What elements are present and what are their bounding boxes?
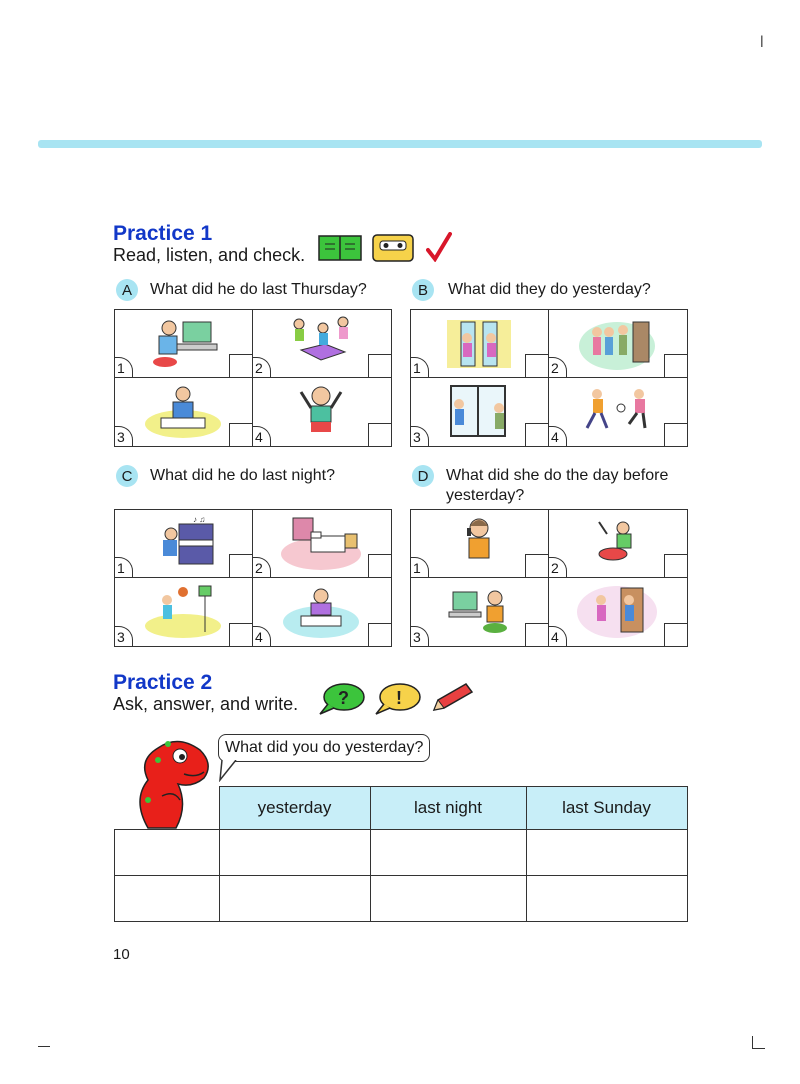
picture-cell bbox=[115, 310, 253, 378]
speech-bubble-tail bbox=[218, 760, 240, 787]
check-box[interactable] bbox=[229, 554, 252, 577]
question-b-text: What did they do yesterday? bbox=[448, 281, 651, 298]
check-box[interactable] bbox=[664, 623, 687, 646]
picture-cell bbox=[411, 310, 549, 378]
corner-mark-top: l bbox=[760, 34, 764, 51]
picture-cell bbox=[411, 578, 549, 646]
picture-number: 1 bbox=[115, 557, 133, 577]
name-cell[interactable] bbox=[115, 830, 220, 876]
answer-cell[interactable] bbox=[370, 830, 526, 876]
checkmark-icon bbox=[426, 232, 452, 267]
page-number: 10 bbox=[113, 946, 130, 963]
picture-number: 2 bbox=[549, 357, 567, 377]
check-box[interactable] bbox=[525, 623, 548, 646]
check-box[interactable] bbox=[229, 623, 252, 646]
picture-number: 3 bbox=[411, 426, 429, 446]
svg-text:?: ? bbox=[338, 688, 349, 708]
picture-grid-a bbox=[114, 309, 392, 447]
question-bubble-icon bbox=[318, 682, 366, 721]
picture-cell bbox=[253, 378, 391, 446]
picture-number: 4 bbox=[253, 626, 271, 646]
pencil-icon bbox=[428, 682, 474, 719]
practice2-title: Practice 2 bbox=[113, 671, 213, 694]
picture-cell bbox=[115, 378, 253, 446]
table-corner-cell bbox=[115, 787, 220, 830]
picture-grid-c bbox=[114, 509, 392, 647]
picture-cell bbox=[411, 510, 549, 578]
picture-number: 3 bbox=[115, 426, 133, 446]
crop-mark-bottom-right bbox=[752, 1036, 765, 1049]
speech-bubble: What did you do yesterday? bbox=[218, 734, 430, 762]
picture-cell bbox=[549, 578, 687, 646]
practice1-title: Practice 1 bbox=[113, 222, 213, 245]
svg-text:♪ ♫: ♪ ♫ bbox=[193, 515, 206, 524]
picture-number: 3 bbox=[115, 626, 133, 646]
question-d-text: What did she do the day before bbox=[446, 467, 669, 484]
picture-cell bbox=[549, 378, 687, 446]
question-d-badge: D bbox=[412, 465, 434, 487]
name-cell[interactable] bbox=[115, 876, 220, 922]
practice2-instruction: Ask, answer, and write. bbox=[113, 694, 299, 714]
picture-cell bbox=[253, 310, 391, 378]
picture-cell bbox=[115, 578, 253, 646]
picture-number: 2 bbox=[253, 557, 271, 577]
check-box[interactable] bbox=[229, 423, 252, 446]
picture-cell bbox=[549, 310, 687, 378]
answer-cell[interactable] bbox=[526, 876, 687, 922]
check-box[interactable] bbox=[368, 423, 391, 446]
question-b-badge: B bbox=[412, 279, 434, 301]
picture-number: 4 bbox=[253, 426, 271, 446]
picture-number: 2 bbox=[253, 357, 271, 377]
picture-number: 1 bbox=[411, 357, 429, 377]
check-box[interactable] bbox=[368, 623, 391, 646]
question-a-text: What did he do last Thursday? bbox=[150, 281, 367, 298]
check-box[interactable] bbox=[664, 354, 687, 377]
exclamation-bubble-icon bbox=[374, 682, 422, 721]
question-a-badge: A bbox=[116, 279, 138, 301]
book-icon bbox=[318, 234, 362, 267]
picture-number: 4 bbox=[549, 626, 567, 646]
table-header-row bbox=[115, 787, 688, 830]
table-row bbox=[115, 876, 688, 922]
picture-cell bbox=[549, 510, 687, 578]
question-c-text: What did he do last night? bbox=[150, 467, 336, 484]
picture-number: 3 bbox=[411, 626, 429, 646]
header-yesterday: yesterday bbox=[219, 787, 370, 830]
picture-number: 1 bbox=[411, 557, 429, 577]
crop-mark-bottom-left bbox=[38, 1046, 50, 1047]
picture-number: 2 bbox=[549, 557, 567, 577]
header-last-night: last night bbox=[370, 787, 526, 830]
answer-cell[interactable] bbox=[219, 876, 370, 922]
answer-table bbox=[114, 786, 688, 922]
cassette-icon bbox=[372, 234, 414, 267]
picture-grid-d bbox=[410, 509, 688, 647]
picture-cell bbox=[411, 378, 549, 446]
svg-text:!: ! bbox=[396, 688, 402, 708]
check-box[interactable] bbox=[229, 354, 252, 377]
check-box[interactable] bbox=[525, 423, 548, 446]
picture-grid-b bbox=[410, 309, 688, 447]
picture-number: 4 bbox=[549, 426, 567, 446]
check-box[interactable] bbox=[664, 554, 687, 577]
check-box[interactable] bbox=[368, 554, 391, 577]
header-last-sunday: last Sunday bbox=[526, 787, 687, 830]
picture-cell bbox=[115, 510, 253, 578]
picture-cell bbox=[253, 578, 391, 646]
question-c-badge: C bbox=[116, 465, 138, 487]
answer-cell[interactable] bbox=[526, 830, 687, 876]
picture-number: 1 bbox=[115, 357, 133, 377]
decorative-blue-bar bbox=[38, 140, 762, 148]
answer-cell[interactable] bbox=[370, 876, 526, 922]
check-box[interactable] bbox=[664, 423, 687, 446]
check-box[interactable] bbox=[368, 354, 391, 377]
check-box[interactable] bbox=[525, 554, 548, 577]
check-box[interactable] bbox=[525, 354, 548, 377]
picture-cell bbox=[253, 510, 391, 578]
table-row bbox=[115, 830, 688, 876]
question-d-text-line2: yesterday? bbox=[446, 487, 525, 504]
answer-cell[interactable] bbox=[219, 830, 370, 876]
practice1-instruction: Read, listen, and check. bbox=[113, 245, 306, 265]
